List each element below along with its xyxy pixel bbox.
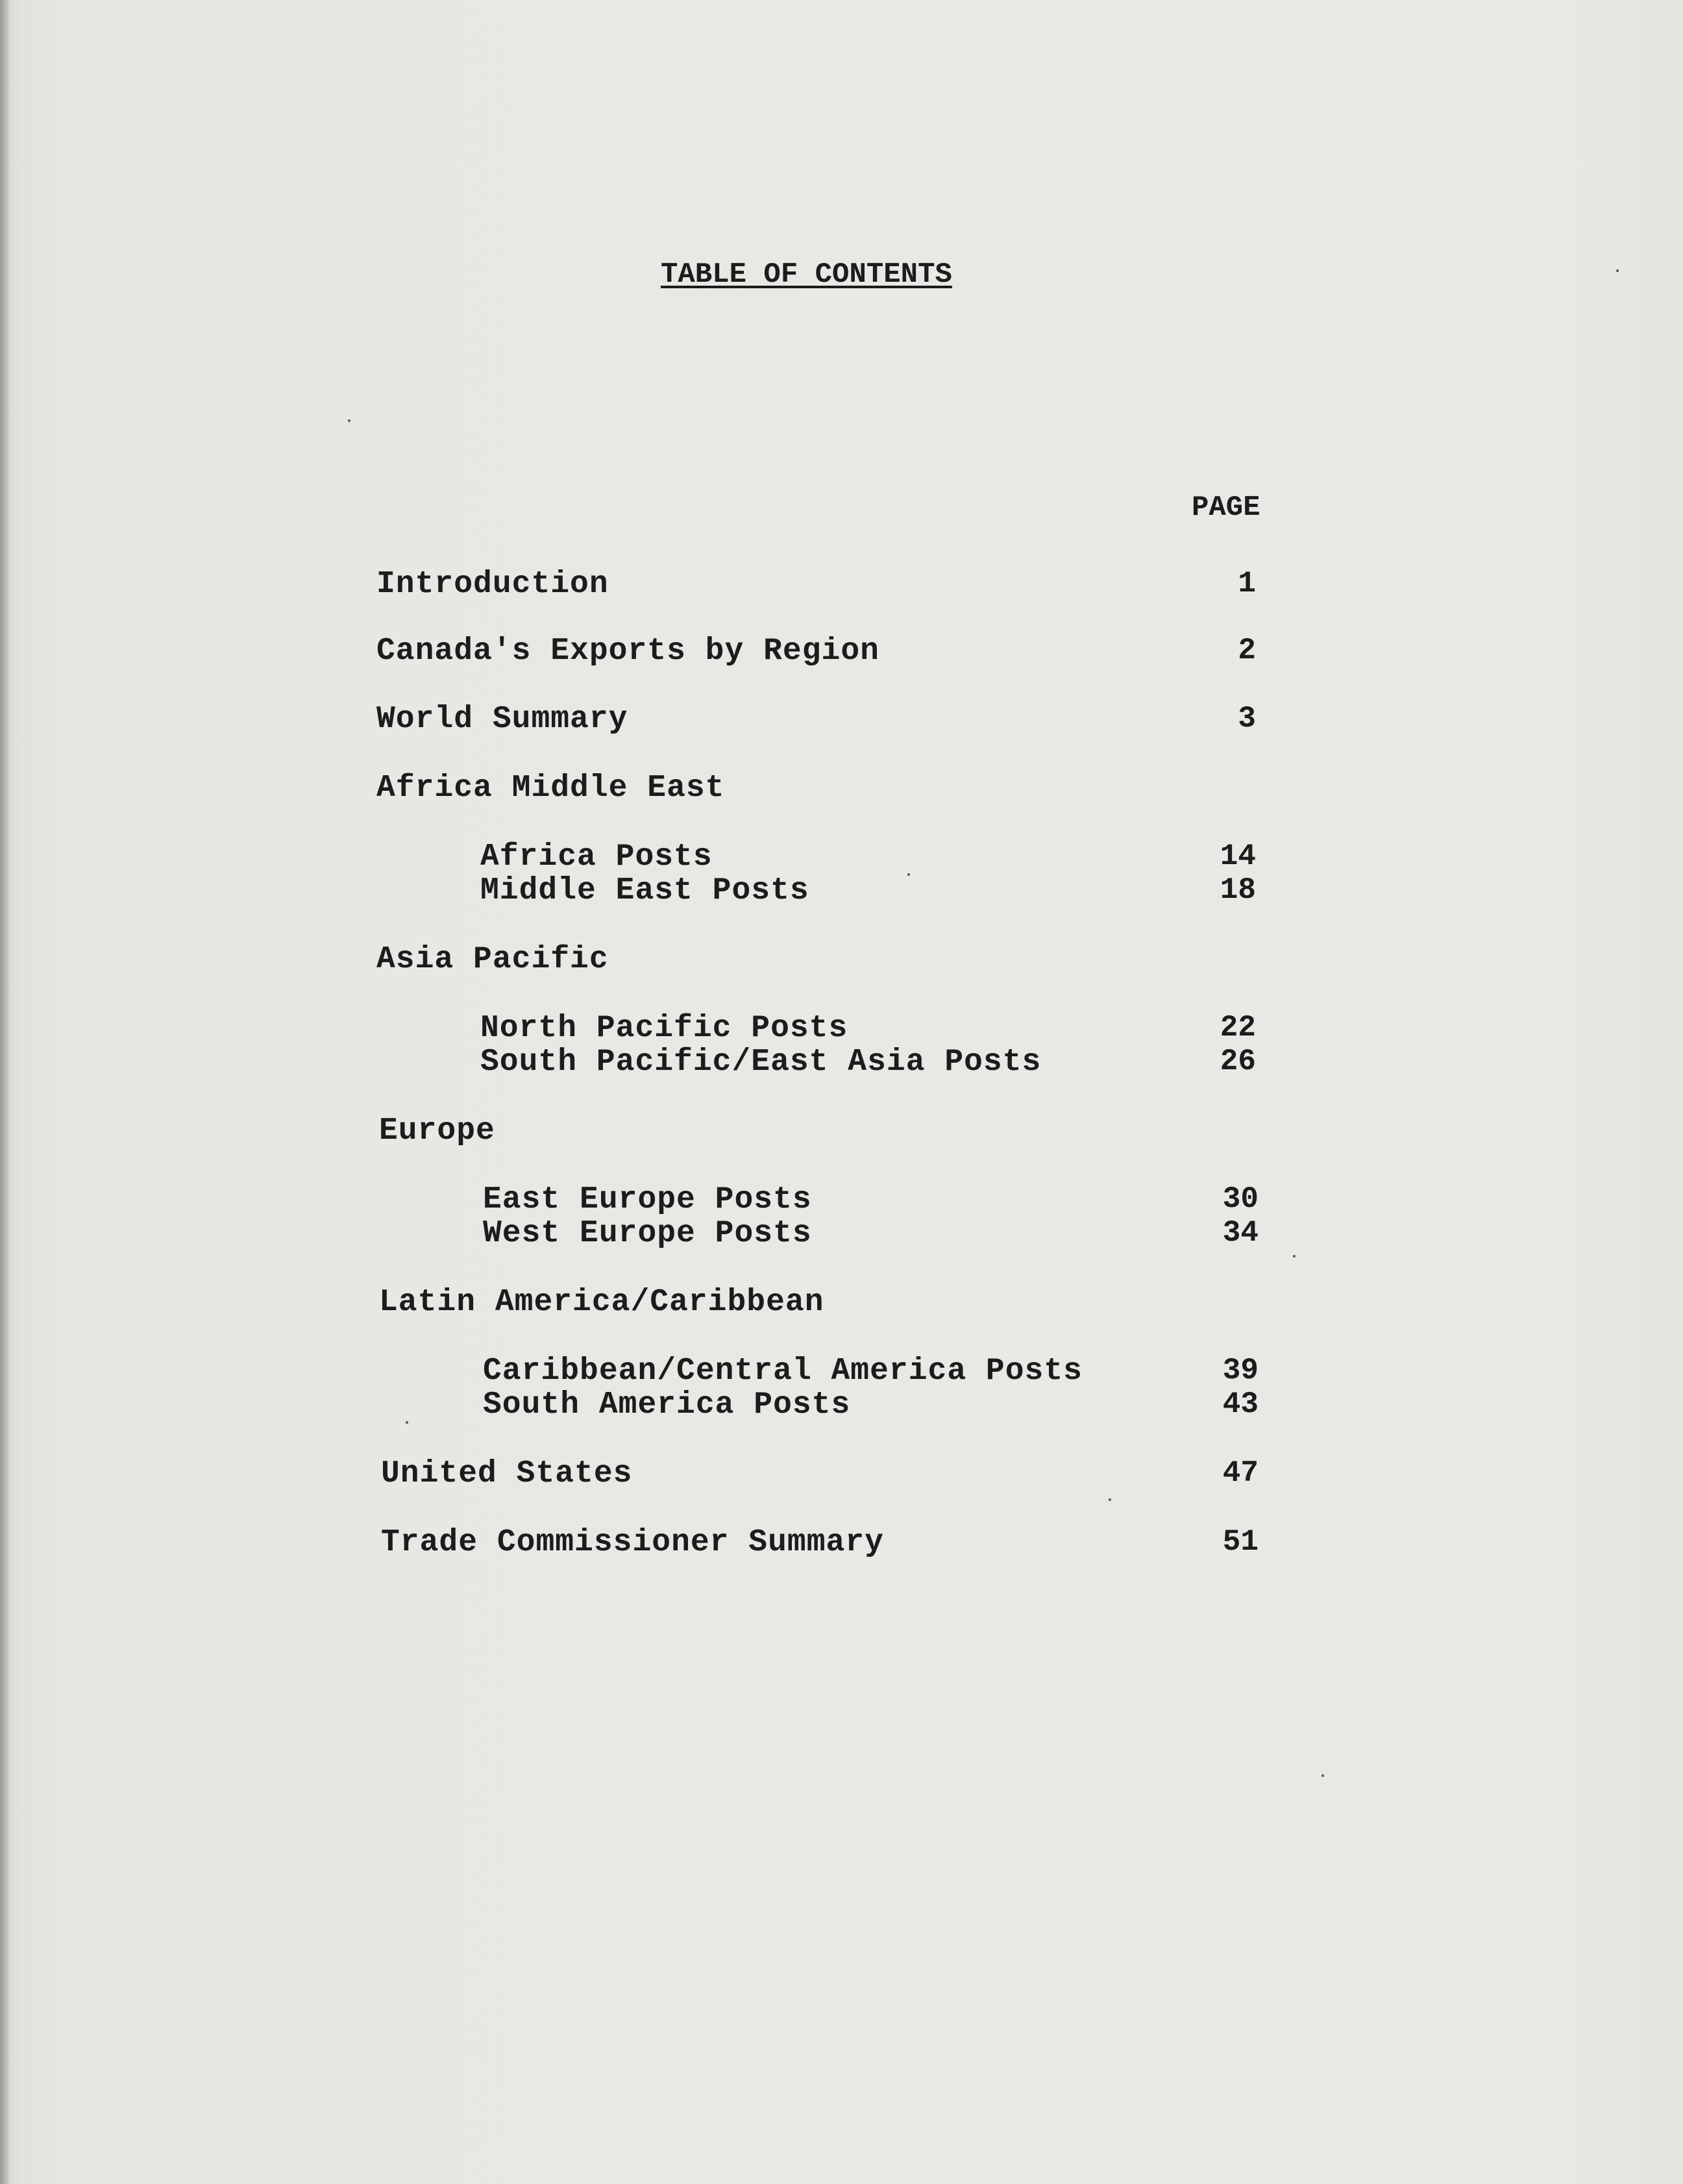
toc-page-west-europe-posts: 34 [1222,1216,1259,1250]
toc-page-caribbean-central-america-posts: 39 [1222,1354,1259,1387]
toc-page-africa-posts: 14 [1220,839,1256,873]
toc-entry-south-pacific-east-asia-posts: South Pacific/East Asia Posts [480,1045,1042,1080]
scan-speck [1109,1498,1111,1501]
toc-section-latin-america-caribbean: Latin America/Caribbean [379,1285,824,1320]
scan-speck [1616,269,1619,272]
scan-speck [1293,1255,1296,1258]
toc-page-united-states: 47 [1222,1456,1259,1490]
toc-entry-west-europe-posts: West Europe Posts [483,1216,812,1251]
toc-entry-south-america-posts: South America Posts [483,1387,851,1422]
toc-page-trade-commissioner-summary: 51 [1222,1525,1259,1559]
toc-entry-introduction: Introduction [376,567,609,602]
scan-speck [1321,1774,1324,1777]
toc-entry-africa-posts: Africa Posts [480,839,713,875]
toc-page-south-pacific-east-asia-posts: 26 [1220,1045,1256,1078]
scan-speck [406,1421,408,1424]
page-binding-edge [0,0,9,2184]
toc-section-europe: Europe [379,1113,495,1148]
toc-entry-north-pacific-posts: North Pacific Posts [480,1011,848,1046]
toc-section-asia-pacific: Asia Pacific [376,942,609,977]
toc-title: TABLE OF CONTENTS [661,258,952,291]
page-column-header: PAGE [1192,491,1260,524]
toc-page-canadas-exports: 2 [1238,634,1256,667]
toc-entry-united-states: United States [381,1456,633,1491]
scan-speck [348,419,350,422]
toc-page-east-europe-posts: 30 [1222,1182,1259,1216]
toc-page-world-summary: 3 [1238,702,1256,736]
toc-entry-east-europe-posts: East Europe Posts [483,1182,812,1217]
toc-entry-canadas-exports: Canada's Exports by Region [376,634,879,669]
toc-section-africa-middle-east: Africa Middle East [376,771,725,806]
toc-page-middle-east-posts: 18 [1220,873,1256,907]
toc-page-south-america-posts: 43 [1222,1387,1259,1421]
toc-entry-caribbean-central-america-posts: Caribbean/Central America Posts [483,1354,1083,1389]
toc-entry-world-summary: World Summary [376,702,628,737]
toc-entry-middle-east-posts: Middle East Posts [480,873,809,908]
toc-page-north-pacific-posts: 22 [1220,1011,1256,1045]
toc-page-introduction: 1 [1238,567,1256,601]
scan-speck [907,873,910,876]
toc-entry-trade-commissioner-summary: Trade Commissioner Summary [381,1525,884,1560]
